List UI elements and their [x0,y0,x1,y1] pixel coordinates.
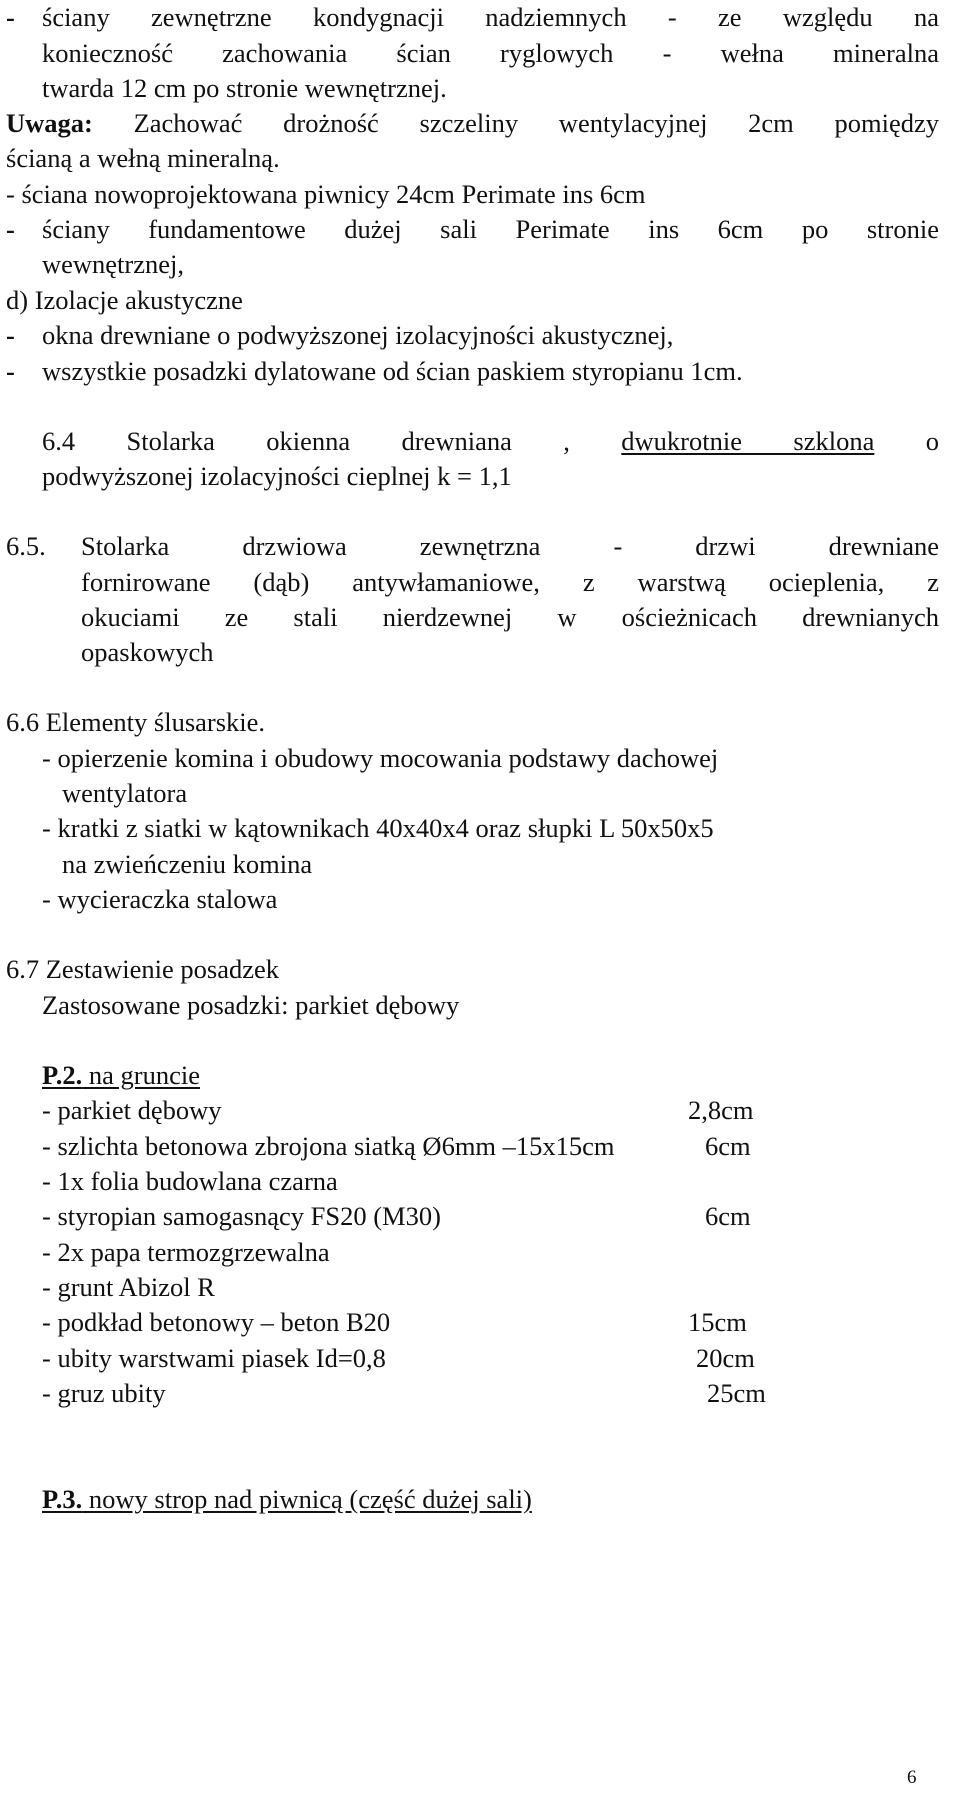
list-dash: - [6,2,15,32]
layer-name: - styropian samogasnący FS20 (M30) [42,1201,441,1231]
section-number: 6.4 [42,426,76,456]
acoustic-heading: d) Izolacje akustyczne [6,285,243,315]
note-label: Uwaga: [6,108,93,138]
locksmith-item-1: - opierzenie komina i obudowy mocowania podstawy dachowej [42,743,719,773]
section-6-5-line-3: okuciami ze stali nierdzewnej w ościeżnicach drewnianych [81,602,939,632]
acoustic-item-2: wszystkie posadzki dylatowane od ścian paskiem styropianu 1cm. [42,356,743,386]
acoustic-item-1: okna drewniane o podwyższonej izolacyjności akustycznej, [42,320,674,350]
walls-above-ground-line-3: twarda 12 cm po stronie wewnętrznej. [42,73,447,103]
layer-thickness: 2,8cm [688,1095,754,1125]
floor-title: na gruncie [82,1060,200,1090]
layer-thickness: 6cm [705,1201,751,1231]
layer-name: - szlichta betonowa zbrojona siatką Ø6mm –15x15cm [42,1131,615,1161]
section-6-7-heading: 6.7 Zestawienie posadzek [6,954,279,984]
layer-thickness: 6cm [705,1131,751,1161]
layer-name: - grunt Abizol R [42,1272,215,1302]
floor-title: nowy strop nad piwnicą (część dużej sali) [82,1484,532,1514]
locksmith-item-2-cont: na zwieńczeniu komina [62,849,313,879]
floor-code: P.3. [42,1484,83,1514]
section-6-6-heading: 6.6 Elementy ślusarskie. [6,707,266,737]
layer-name: - 2x papa termozgrzewalna [42,1237,330,1267]
layer-name: - gruz ubity [42,1378,166,1408]
section-6-4-text: Stolarka okienna drewniana , [75,426,622,456]
locksmith-item-3: - wycieraczka stalowa [42,884,278,914]
note-line-1 [6,110,939,137]
floor-p3-heading [42,1486,532,1513]
walls-above-ground-line-2: konieczność zachowania ścian ryglowych - wełna mineralna [42,38,939,68]
list-dash: - [6,320,15,350]
floor-code: P.2. [42,1060,83,1090]
floor-p2-heading [42,1062,200,1089]
foundation-walls-line-1: ściany fundamentowe dużej sali Perimate ins 6cm po stronie [42,214,939,244]
section-6-4-line-1 [42,428,939,455]
layer-thickness: 20cm [696,1343,755,1373]
section-6-4-line-2: podwyższonej izolacyjności cieplnej k = 1,1 [42,461,512,491]
note-text: Zachować drożność szczeliny wentylacyjnej 2cm pomiędzy [92,108,939,138]
layer-name: - podkład betonowy – beton B20 [42,1307,391,1337]
section-6-4-text-end: o [874,426,939,456]
underlined-phrase: dwukrotnie szklona [621,426,875,456]
section-6-5-line-1: Stolarka drzwiowa zewnętrzna - drzwi drewniane [81,531,939,561]
layer-thickness: 15cm [688,1307,747,1337]
walls-above-ground-line-1: ściany zewnętrzne kondygnacji nadziemnych - ze względu na [42,2,939,32]
section-number: 6.5. [6,531,46,561]
layer-name: - parkiet dębowy [42,1095,222,1125]
section-6-7-subheading: Zastosowane posadzki: parkiet dębowy [42,990,460,1020]
layer-name: - ubity warstwami piasek Id=0,8 [42,1343,386,1373]
locksmith-item-2: - kratki z siatki w kątownikach 40x40x4 oraz słupki L 50x50x5 [42,813,714,843]
section-6-5-line-2: fornirowane (dąb) antywłamaniowe, z warstwą ocieplenia, z [81,567,939,597]
list-dash: - [6,356,15,386]
layer-thickness: 25cm [707,1378,766,1408]
basement-wall-item: - ściana nowoprojektowana piwnicy 24cm Perimate ins 6cm [6,179,646,209]
foundation-walls-line-2: wewnętrznej, [42,249,184,279]
list-dash: - [6,214,15,244]
locksmith-item-1-cont: wentylatora [62,778,188,808]
section-6-5-line-4: opaskowych [81,637,214,667]
note-line-2: ścianą a wełną mineralną. [6,143,280,173]
page-number: 6 [907,1767,917,1788]
layer-name: - 1x folia budowlana czarna [42,1166,338,1196]
